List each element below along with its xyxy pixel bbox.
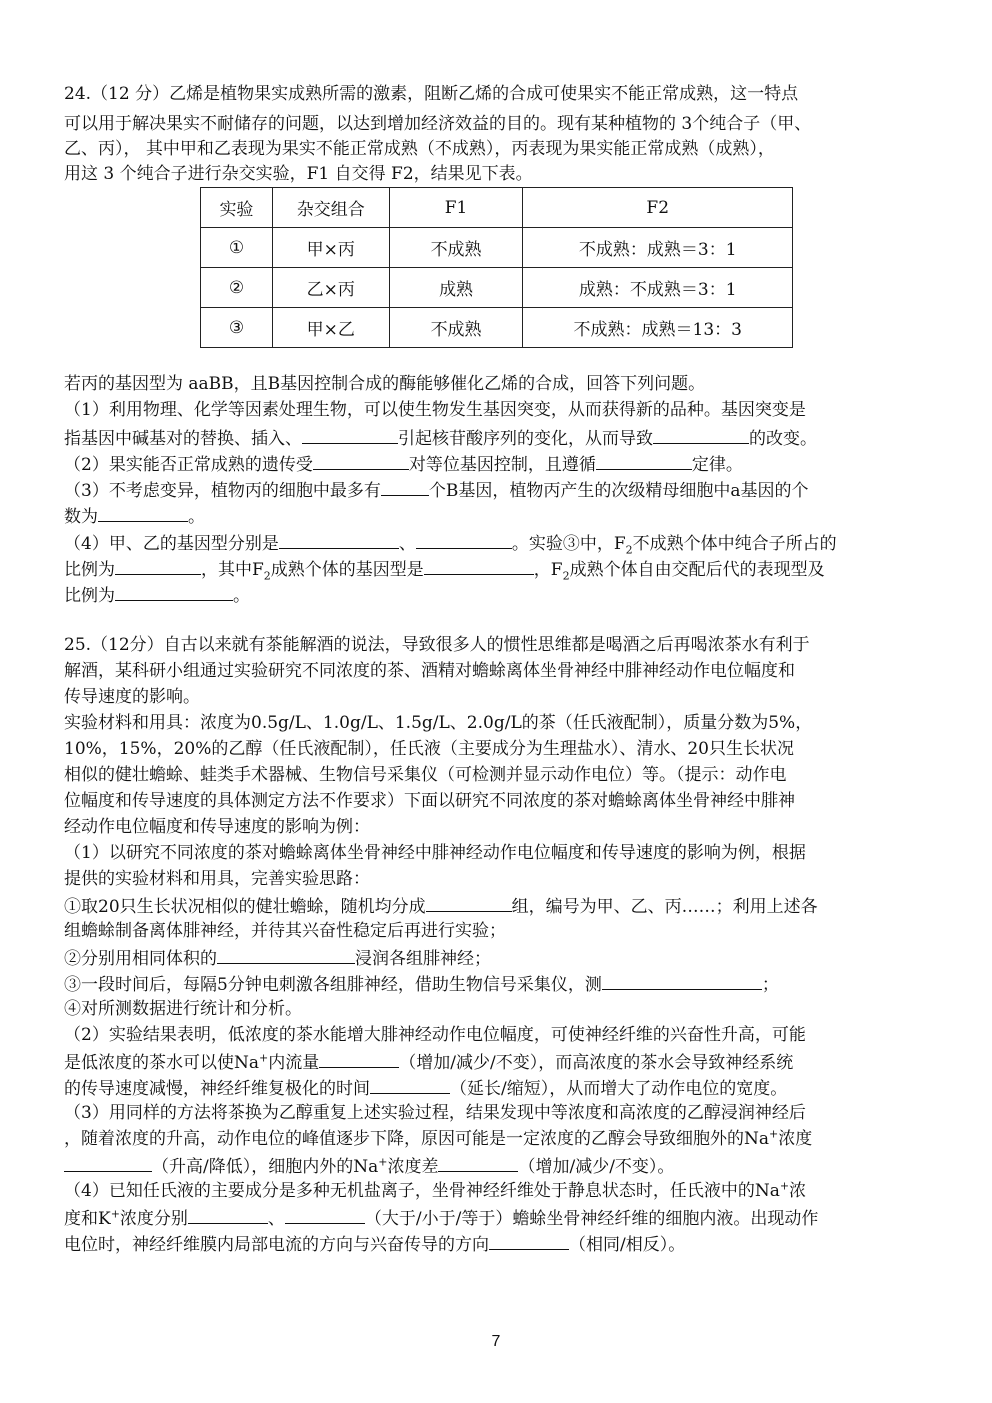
answer-blank[interactable] bbox=[653, 425, 749, 444]
answer-blank[interactable] bbox=[64, 1153, 152, 1172]
table-cell: 成熟 bbox=[389, 268, 523, 308]
q24-part4-line-1 bbox=[64, 530, 837, 556]
q25-step1-line-1 bbox=[64, 893, 818, 919]
text-segment: 比例为 bbox=[64, 560, 115, 580]
q25-materials-line-4: 位幅度和传导速度的具体测定方法不作要求）下面以研究不同浓度的茶对蟾蜍离体坐骨神经中腓神 bbox=[64, 791, 795, 811]
text-segment: 个B基因，植物丙产生的次级精母细胞中a基因的个 bbox=[428, 481, 809, 501]
q25-step2-line bbox=[64, 945, 491, 971]
text-segment: （4）甲、乙的基因型分别是 bbox=[64, 534, 279, 554]
q24-intro-line-3: 乙、丙）， 其中甲和乙表现为果实不能正常成熟（不成熟），丙表现为果实能正常成熟（成熟）， bbox=[64, 139, 775, 159]
superscript: + bbox=[259, 1051, 269, 1065]
answer-blank[interactable] bbox=[489, 1231, 569, 1250]
answer-blank[interactable] bbox=[115, 582, 233, 601]
text-segment: 浸润各组腓神经； bbox=[355, 949, 491, 969]
answer-blank[interactable] bbox=[602, 971, 762, 990]
subscript: 2 bbox=[625, 543, 633, 557]
q25-intro-line-1: 25.（12分）自古以来就有茶能解酒的说法，导致很多人的惯性思维都是喝酒之后再喝浓茶水有利于 bbox=[64, 635, 810, 655]
table-cell: 不成熟：成熟＝3：1 bbox=[523, 228, 793, 268]
table-cell: ③ bbox=[201, 308, 273, 348]
table-cell: 甲×乙 bbox=[272, 308, 389, 348]
answer-blank[interactable] bbox=[424, 556, 534, 575]
text-segment: 不成熟个体中纯合子所占的 bbox=[632, 534, 837, 554]
q25-part1-line-1: （1）以研究不同浓度的茶对蟾蜍离体坐骨神经中腓神经动作电位幅度和传导速度的影响为例，根据 bbox=[64, 843, 806, 863]
q24-intro-line-1: 24.（12 分）乙烯是植物果实成熟所需的激素，阻断乙烯的合成可使果实不能正常成熟，这一特点 bbox=[64, 84, 799, 104]
answer-blank[interactable] bbox=[285, 1205, 365, 1224]
table-header-cell: 杂交组合 bbox=[272, 188, 389, 228]
text-segment: 成熟个体自由交配后代的表现型及 bbox=[569, 560, 825, 580]
table-cell: ② bbox=[201, 268, 273, 308]
text-segment: 。实验③中，F bbox=[511, 534, 626, 554]
table-cell: 不成熟：成熟＝13：3 bbox=[523, 308, 793, 348]
answer-blank[interactable] bbox=[313, 451, 409, 470]
text-segment: 电位时，神经纤维膜内局部电流的方向与兴奋传导的方向 bbox=[64, 1235, 489, 1255]
text-segment: （4）已知任氏液的主要成分是多种无机盐离子，坐骨神经纤维处于静息状态时，任氏液中的Na bbox=[64, 1181, 780, 1201]
q25-step4-line: ④对所测数据进行统计和分析。 bbox=[64, 999, 302, 1019]
text-segment: 内流量 bbox=[268, 1053, 320, 1073]
text-segment: 、 bbox=[398, 534, 416, 554]
q25-intro-line-3: 传导速度的影响。 bbox=[64, 687, 200, 707]
answer-blank[interactable] bbox=[370, 1075, 450, 1094]
text-segment: 的传导速度减慢，神经纤维复极化的时间 bbox=[64, 1079, 370, 1099]
answer-blank[interactable] bbox=[319, 1049, 399, 1068]
q25-part2-line-2 bbox=[64, 1049, 793, 1075]
table-row bbox=[201, 228, 793, 268]
answer-blank[interactable] bbox=[98, 503, 188, 522]
text-segment: 引起核苷酸序列的变化，从而导致 bbox=[398, 429, 653, 449]
text-segment: 浓度分别 bbox=[119, 1209, 188, 1229]
q24-part3-line-1 bbox=[64, 477, 808, 503]
q25-materials-line-5: 经动作电位幅度和传导速度的影响为例： bbox=[64, 817, 370, 837]
text-segment: 组，编号为甲、乙、丙……；利用上述各 bbox=[511, 897, 818, 917]
table-cell: 成熟：不成熟＝3：1 bbox=[523, 268, 793, 308]
q25-step3-line bbox=[64, 971, 779, 997]
answer-blank[interactable] bbox=[596, 451, 692, 470]
answer-blank[interactable] bbox=[188, 1205, 268, 1224]
q25-part4-line-3 bbox=[64, 1231, 685, 1257]
q25-materials-line-2: 10%，15%，20%的乙醇（任氏液配制），任氏液（主要成分为生理盐水）、清水、20只生长状况 bbox=[64, 739, 794, 759]
text-segment: （升高/降低），细胞内外的Na bbox=[152, 1157, 379, 1177]
q24-part3-line-2 bbox=[64, 503, 205, 529]
answer-blank[interactable] bbox=[115, 556, 201, 575]
text-segment: 定律。 bbox=[691, 455, 743, 475]
table-cell: 不成熟 bbox=[389, 228, 523, 268]
text-segment: （2）果实能否正常成熟的遗传受 bbox=[64, 455, 313, 475]
table-header-cell: 实验 bbox=[201, 188, 273, 228]
superscript: + bbox=[378, 1155, 388, 1169]
q24-part2-line bbox=[64, 451, 743, 477]
subscript: 2 bbox=[562, 569, 570, 583]
q25-part4-line-1 bbox=[64, 1179, 806, 1203]
text-segment: 浓 bbox=[789, 1181, 807, 1201]
text-segment: ，随着浓度的升高，动作电位的峰值逐步下降，原因可能是一定浓度的乙醇会导致细胞外的Na bbox=[64, 1129, 770, 1149]
q25-step1-line-2: 组蟾蜍制备离体腓神经，并待其兴奋性稳定后再进行实验； bbox=[64, 921, 506, 941]
text-segment: （增加/减少/不变）。 bbox=[518, 1157, 675, 1177]
q25-part2-line-3 bbox=[64, 1075, 787, 1101]
q25-materials-line-3: 相似的健壮蟾蜍、蛙类手术器械、生物信号采集仪（可检测并显示动作电位）等。（提示：动作电 bbox=[64, 765, 787, 785]
text-segment: ，F bbox=[533, 560, 563, 580]
subscript: 2 bbox=[263, 569, 271, 583]
text-segment: （相同/相反）。 bbox=[569, 1235, 686, 1255]
table-cell: 不成熟 bbox=[389, 308, 523, 348]
q24-premise: 若丙的基因型为 aaBB，且B基因控制合成的酶能够催化乙烯的合成，回答下列问题。 bbox=[64, 374, 706, 394]
q24-part1-line-1: （1）利用物理、化学等因素处理生物，可以使生物发生基因突变，从而获得新的品种。基因突变是 bbox=[64, 400, 806, 420]
text-segment: 是低浓度的茶水可以使Na bbox=[64, 1053, 260, 1073]
table-cell: 甲×丙 bbox=[272, 228, 389, 268]
text-segment: 对等位基因控制，且遵循 bbox=[408, 455, 596, 475]
text-segment: 的改变。 bbox=[749, 429, 817, 449]
answer-blank[interactable] bbox=[381, 477, 429, 496]
text-segment: （延长/缩短），从而增大了动作电位的宽度。 bbox=[450, 1079, 788, 1099]
q25-part2-line-1: （2）实验结果表明，低浓度的茶水能增大腓神经动作电位幅度，可使神经纤维的兴奋性升高，可能 bbox=[64, 1025, 806, 1045]
answer-blank[interactable] bbox=[279, 530, 399, 549]
q25-part4-line-2 bbox=[64, 1205, 818, 1231]
superscript: + bbox=[779, 1179, 790, 1193]
table-cell: ① bbox=[201, 228, 273, 268]
text-segment: 成熟个体的基因型是 bbox=[270, 560, 424, 580]
answer-blank[interactable] bbox=[217, 945, 355, 964]
table-header-cell: F2 bbox=[523, 188, 793, 228]
q24-part1-line-2 bbox=[64, 425, 817, 451]
cross-experiment-table bbox=[200, 187, 793, 348]
text-segment: 。 bbox=[233, 586, 250, 606]
q24-part4-line-2 bbox=[64, 556, 825, 582]
text-segment: 比例为 bbox=[64, 586, 115, 606]
text-segment: ； bbox=[761, 975, 779, 995]
page-number: 7 bbox=[491, 1333, 501, 1350]
text-segment: ①取20只生长状况相似的健壮蟾蜍，随机均分成 bbox=[64, 897, 426, 917]
table-row bbox=[201, 268, 793, 308]
table-header-cell: F1 bbox=[389, 188, 523, 228]
q25-part3-line-3 bbox=[64, 1153, 674, 1179]
text-segment: 数为 bbox=[64, 507, 98, 527]
q24-intro-line-4: 用这 3 个纯合子进行杂交实验，F1 自交得 F2，结果见下表。 bbox=[64, 164, 533, 184]
text-segment: ②分别用相同体积的 bbox=[64, 949, 217, 969]
table-cell: 乙×丙 bbox=[272, 268, 389, 308]
table-header-row bbox=[201, 188, 793, 228]
q25-intro-line-2: 解酒，某科研小组通过实验研究不同浓度的茶、酒精对蟾蜍离体坐骨神经中腓神经动作电位幅度和 bbox=[64, 661, 795, 681]
text-segment: ，其中F bbox=[201, 560, 264, 580]
q24-part4-line-3 bbox=[64, 582, 250, 608]
q25-part3-line-1: （3）用同样的方法将茶换为乙醇重复上述实验过程，结果发现中等浓度和高浓度的乙醇浸润神经后 bbox=[64, 1103, 806, 1123]
answer-blank[interactable] bbox=[302, 425, 398, 444]
text-segment: 。 bbox=[188, 507, 205, 527]
answer-blank[interactable] bbox=[416, 530, 512, 549]
text-segment: 指基因中碱基对的替换、插入、 bbox=[64, 429, 302, 449]
text-segment: 浓度 bbox=[778, 1129, 813, 1149]
table-row bbox=[201, 308, 793, 348]
superscript: + bbox=[769, 1127, 779, 1141]
text-segment: ③一段时间后，每隔5分钟电刺激各组腓神经，借助生物信号采集仪，测 bbox=[64, 975, 602, 995]
q25-part1-line-2: 提供的实验材料和用具，完善实验思路： bbox=[64, 869, 370, 889]
superscript: + bbox=[110, 1207, 120, 1221]
text-segment: （3）不考虑变异，植物丙的细胞中最多有 bbox=[64, 481, 381, 501]
answer-blank[interactable] bbox=[426, 893, 512, 912]
q25-part3-line-2 bbox=[64, 1127, 812, 1151]
text-segment: 浓度差 bbox=[387, 1157, 439, 1177]
text-segment: 、 bbox=[267, 1209, 285, 1229]
text-segment: （大于/小于/等于）蟾蜍坐骨神经纤维的细胞内液。出现动作 bbox=[364, 1209, 819, 1229]
text-segment: 度和K bbox=[64, 1209, 111, 1229]
text-segment: （增加/减少/不变），而高浓度的茶水会导致神经系统 bbox=[399, 1053, 794, 1073]
q24-intro-line-2: 可以用于解决果实不耐储存的问题，以达到增加经济效益的目的。现有某种植物的 3个纯合子（甲、 bbox=[64, 114, 812, 134]
q25-materials-line-1: 实验材料和用具：浓度为0.5g/L、1.0g/L、1.5g/L、2.0g/L的茶（任氏液配制），质量分数为5%， bbox=[64, 713, 813, 733]
answer-blank[interactable] bbox=[438, 1153, 518, 1172]
